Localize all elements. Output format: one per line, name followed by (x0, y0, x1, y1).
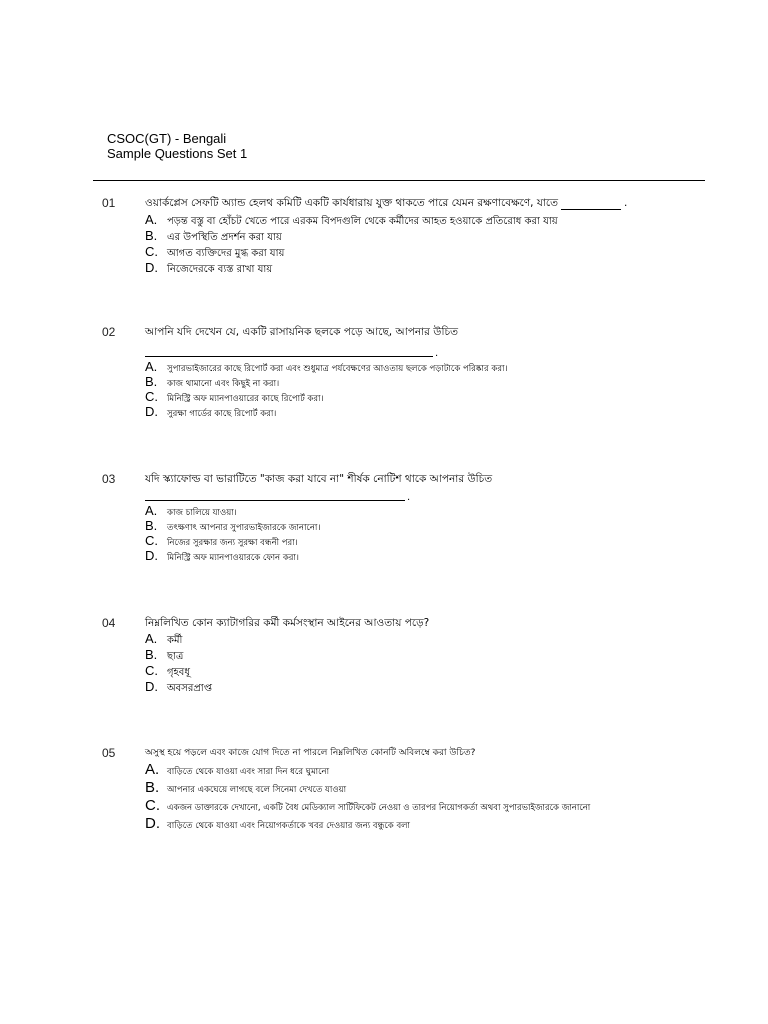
document-title: CSOC(GT) - Bengali (107, 131, 227, 146)
option-text: মিনিস্ট্রি অফ ম্যানপাওয়ারকে ফোন করা। (167, 553, 299, 563)
option-text: একজন ডাক্তারকে দেখানো, একটি বৈধ মেডিক্যাল সার্টিফিকেট নেওয়া ও তারপর নিয়োগকর্তা অথবা সুপারভাইজারকে জানানো (167, 803, 591, 813)
option-letter: B. (145, 518, 158, 533)
option-text: বাড়িতে থেকে যাওয়া এবং সারা দিন ধরে ঘুমানো (167, 767, 330, 777)
option-letter: A. (145, 503, 158, 518)
option-text: অবসরপ্রাপ্ত (167, 683, 212, 694)
option-letter: D. (145, 815, 160, 832)
answer-blank (145, 492, 411, 503)
option-letter: A. (145, 212, 158, 227)
answer-blank (145, 348, 439, 359)
option-d[interactable] (145, 815, 705, 833)
option-b[interactable] (145, 374, 705, 389)
question-suffix: . (435, 348, 439, 359)
option-a[interactable] (145, 503, 705, 518)
question-text: যদি স্ক্যাফোল্ড বা ভারাটিতে "কাজ করা যাবে না" শীর্ষক নোটিশ থাকে আপনার উচিত (145, 473, 493, 485)
option-letter: D. (145, 404, 158, 419)
option-text: নিজেদেরকে ব্যস্ত রাখা যায় (167, 264, 273, 275)
option-letter: B. (145, 374, 158, 389)
document-subtitle: Sample Questions Set 1 (107, 146, 248, 161)
option-list (145, 503, 705, 563)
option-b[interactable] (145, 518, 705, 533)
question-number: 03 (102, 472, 116, 486)
option-a[interactable] (145, 359, 705, 374)
option-c[interactable] (145, 663, 705, 679)
option-list (145, 212, 705, 276)
option-a[interactable] (145, 761, 705, 779)
option-list (145, 359, 705, 419)
option-c[interactable] (145, 797, 705, 815)
option-text: সুপারভাইজারের কাছে রিপোর্ট করা এবং শুধুমাত্র পর্যবেক্ষণের আওতায় ছলকে পড়াটাকে পরিষ্কার করা। (167, 364, 508, 374)
option-text: পড়ন্ত বস্তু বা হোঁচট খেতে পারে এরকম বিপদগুলি থেকে কর্মীদের আহত হওয়াকে প্রতিরোধ করা যায় (167, 216, 558, 227)
option-letter: A. (145, 359, 158, 374)
option-b[interactable] (145, 779, 705, 797)
option-letter: D. (145, 679, 158, 694)
option-letter: A. (145, 761, 160, 778)
option-text: ছাত্র (167, 651, 184, 662)
option-d[interactable] (145, 548, 705, 563)
option-text: তৎক্ষণাৎ আপনার সুপারভাইজারকে জানানো। (167, 523, 321, 533)
option-letter: C. (145, 244, 158, 259)
option-text: মিনিস্ট্রি অফ ম্যানপাওয়ারের কাছে রিপোর্ট করা। (167, 394, 324, 404)
header-divider (93, 180, 705, 181)
option-text: নিজের সুরক্ষার জন্য সুরক্ষা বন্ধনী পরা। (167, 538, 298, 548)
option-a[interactable] (145, 212, 705, 228)
question-suffix: . (624, 197, 628, 209)
option-c[interactable] (145, 389, 705, 404)
option-text: কাজ থামানো এবং কিছুই না করা। (167, 379, 280, 389)
question-text: অসুস্থ হয়ে পড়লে এবং কাজে যোগ দিতে না পারলে নিম্নলিখিত কোনটি অবিলম্বে করা উচিত? (145, 748, 476, 758)
option-text: আপনার একঘেয়ে লাগছে বলে সিনেমা দেখতে যাওয়া (167, 785, 347, 795)
question-number: 02 (102, 325, 116, 339)
option-letter: C. (145, 389, 158, 404)
question-text: নিম্নলিখিত কোন ক্যাটাগরির কর্মী কর্মসংস্থান আইনের আওতায় পড়ে? (145, 617, 430, 629)
option-text: আগত ব্যক্তিদের মুগ্ধ করা যায় (167, 248, 285, 259)
option-a[interactable] (145, 631, 705, 647)
question-text: ওয়ার্কপ্লেস সেফটি অ্যান্ড হেলথ কমিটি একটি কার্যধারায় যুক্ত থাকতে পারে যেমন রক্ষণাবেক্ষণে, যাতে . (145, 197, 628, 209)
option-letter: B. (145, 647, 158, 662)
option-list (145, 631, 705, 695)
option-letter: A. (145, 631, 158, 646)
option-letter: D. (145, 260, 158, 275)
option-c[interactable] (145, 244, 705, 260)
option-text: বাড়িতে থেকে যাওয়া এবং নিয়োগকর্তাকে খবর দেওয়ার জন্য বন্ধুকে বলা (167, 821, 410, 831)
option-letter: C. (145, 533, 158, 548)
option-letter: D. (145, 548, 158, 563)
option-list (145, 761, 705, 833)
option-letter: C. (145, 663, 158, 678)
document-header (107, 131, 247, 161)
option-d[interactable] (145, 679, 705, 695)
option-b[interactable] (145, 647, 705, 663)
option-text: কর্মী (167, 635, 183, 646)
question-suffix: . (407, 492, 411, 503)
question-number: 04 (102, 616, 116, 630)
option-text: এর উপস্থিতি প্রদর্শন করা যায় (167, 232, 282, 243)
option-text: কাজ চালিয়ে যাওয়া। (167, 508, 237, 518)
option-letter: B. (145, 779, 160, 796)
question-number: 01 (102, 196, 116, 210)
option-c[interactable] (145, 533, 705, 548)
question-number: 05 (102, 746, 116, 760)
question-text: আপনি যদি দেখেন যে, একটি রাসায়নিক ছলকে পড়ে আছে, আপনার উচিত (145, 326, 459, 338)
answer-blank (561, 199, 621, 210)
option-letter: C. (145, 797, 160, 814)
option-letter: B. (145, 228, 158, 243)
option-text: সুরক্ষা গার্ডের কাছে রিপোর্ট করা। (167, 409, 277, 419)
option-d[interactable] (145, 260, 705, 276)
option-text: গৃহবধূ (167, 667, 190, 678)
option-d[interactable] (145, 404, 705, 419)
